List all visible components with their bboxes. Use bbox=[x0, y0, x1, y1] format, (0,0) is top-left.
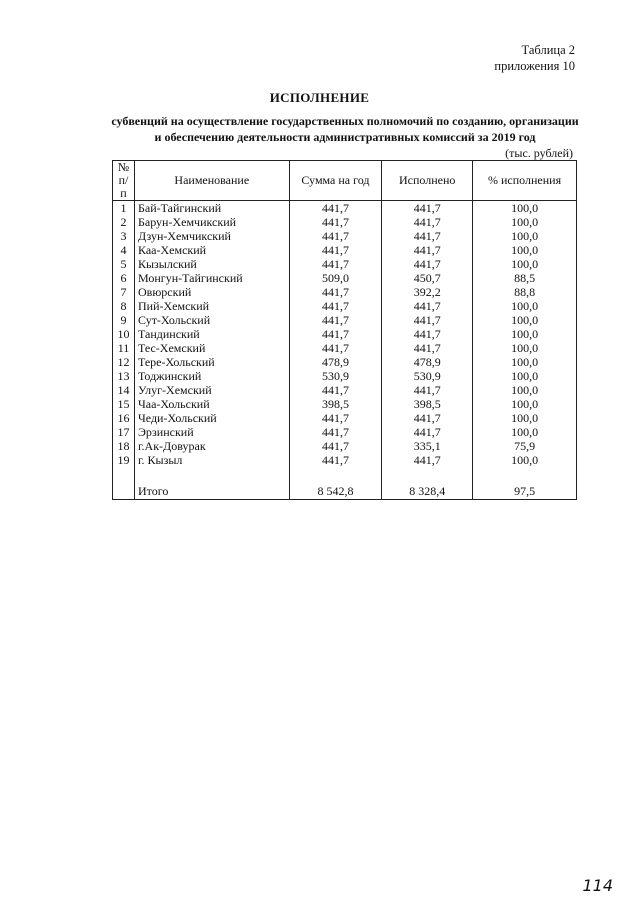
header-number: № п/п bbox=[113, 161, 135, 201]
row-percent: 100,0 bbox=[473, 397, 577, 411]
table-row bbox=[113, 355, 577, 369]
row-executed: 335,1 bbox=[382, 439, 473, 453]
row-percent: 100,0 bbox=[473, 257, 577, 271]
table-total-row bbox=[113, 483, 577, 500]
row-number: 12 bbox=[113, 355, 135, 369]
table-row bbox=[113, 229, 577, 243]
row-executed: 530,9 bbox=[382, 369, 473, 383]
row-plan: 530,9 bbox=[289, 369, 382, 383]
row-plan: 441,7 bbox=[289, 201, 382, 216]
row-plan: 509,0 bbox=[289, 271, 382, 285]
row-number: 15 bbox=[113, 397, 135, 411]
row-number: 17 bbox=[113, 425, 135, 439]
table-row bbox=[113, 327, 577, 341]
row-percent: 100,0 bbox=[473, 369, 577, 383]
row-number: 8 bbox=[113, 299, 135, 313]
document-subtitle bbox=[95, 113, 595, 145]
row-plan: 441,7 bbox=[289, 285, 382, 299]
row-name: Тере-Хольский bbox=[134, 355, 289, 369]
subtitle-line1: субвенций на осуществление государственных полномочий по созданию, организации bbox=[111, 114, 579, 128]
row-percent: 100,0 bbox=[473, 341, 577, 355]
row-percent: 100,0 bbox=[473, 229, 577, 243]
row-name: Пий-Хемский bbox=[134, 299, 289, 313]
row-name: Овюрский bbox=[134, 285, 289, 299]
row-number: 13 bbox=[113, 369, 135, 383]
table-row bbox=[113, 397, 577, 411]
row-name: Барун-Хемчикский bbox=[134, 215, 289, 229]
total-plan: 8 542,8 bbox=[289, 483, 382, 500]
header-executed: Исполнено bbox=[382, 161, 473, 201]
row-plan: 441,7 bbox=[289, 411, 382, 425]
table-row bbox=[113, 243, 577, 257]
row-name: Тес-Хемский bbox=[134, 341, 289, 355]
row-percent: 88,8 bbox=[473, 285, 577, 299]
row-number: 3 bbox=[113, 229, 135, 243]
row-percent: 100,0 bbox=[473, 243, 577, 257]
table-header-row bbox=[113, 161, 577, 201]
row-number: 1 bbox=[113, 201, 135, 216]
row-name: Монгун-Тайгинский bbox=[134, 271, 289, 285]
row-executed: 441,7 bbox=[382, 383, 473, 397]
table-reference-line1: Таблица 2 bbox=[521, 43, 575, 57]
table-reference-line2: приложения 10 bbox=[494, 59, 575, 73]
row-name: Кызылский bbox=[134, 257, 289, 271]
subtitle-line2: и обеспечению деятельности административных комиссий за 2019 год bbox=[154, 130, 536, 144]
row-percent: 100,0 bbox=[473, 201, 577, 216]
row-executed: 441,7 bbox=[382, 313, 473, 327]
row-plan: 441,7 bbox=[289, 215, 382, 229]
table-reference bbox=[494, 42, 575, 74]
row-plan: 441,7 bbox=[289, 299, 382, 313]
row-plan: 441,7 bbox=[289, 383, 382, 397]
row-name: Тандинский bbox=[134, 327, 289, 341]
row-plan: 441,7 bbox=[289, 257, 382, 271]
row-name: Дзун-Хемчикский bbox=[134, 229, 289, 243]
total-percent: 97,5 bbox=[473, 483, 577, 500]
row-plan: 441,7 bbox=[289, 327, 382, 341]
row-percent: 100,0 bbox=[473, 411, 577, 425]
row-number: 6 bbox=[113, 271, 135, 285]
row-number: 18 bbox=[113, 439, 135, 453]
row-executed: 398,5 bbox=[382, 397, 473, 411]
row-plan: 441,7 bbox=[289, 439, 382, 453]
row-plan: 441,7 bbox=[289, 425, 382, 439]
row-plan: 441,7 bbox=[289, 453, 382, 467]
row-plan: 441,7 bbox=[289, 341, 382, 355]
row-executed: 392,2 bbox=[382, 285, 473, 299]
execution-table bbox=[112, 160, 577, 500]
row-percent: 100,0 bbox=[473, 383, 577, 397]
row-executed: 450,7 bbox=[382, 271, 473, 285]
row-plan: 441,7 bbox=[289, 313, 382, 327]
table-body bbox=[113, 201, 577, 500]
row-name: г. Кызыл bbox=[134, 453, 289, 467]
row-plan: 441,7 bbox=[289, 243, 382, 257]
header-percent: % исполнения bbox=[473, 161, 577, 201]
row-percent: 100,0 bbox=[473, 299, 577, 313]
row-executed: 441,7 bbox=[382, 425, 473, 439]
row-number: 19 bbox=[113, 453, 135, 467]
document-title: ИСПОЛНЕНИЕ bbox=[269, 90, 370, 105]
table-row bbox=[113, 425, 577, 439]
row-percent: 100,0 bbox=[473, 425, 577, 439]
row-executed: 441,7 bbox=[382, 299, 473, 313]
row-number: 5 bbox=[113, 257, 135, 271]
table-row bbox=[113, 369, 577, 383]
row-name: Сут-Хольский bbox=[134, 313, 289, 327]
table-row bbox=[113, 299, 577, 313]
row-executed: 441,7 bbox=[382, 327, 473, 341]
row-plan: 478,9 bbox=[289, 355, 382, 369]
row-number: 10 bbox=[113, 327, 135, 341]
table-row bbox=[113, 257, 577, 271]
row-number: 9 bbox=[113, 313, 135, 327]
page-number: 114 bbox=[582, 876, 613, 895]
row-number: 16 bbox=[113, 411, 135, 425]
row-name: Улуг-Хемский bbox=[134, 383, 289, 397]
table-row bbox=[113, 285, 577, 299]
row-executed: 441,7 bbox=[382, 215, 473, 229]
row-executed: 478,9 bbox=[382, 355, 473, 369]
header-plan: Сумма на год bbox=[289, 161, 382, 201]
table-row bbox=[113, 453, 577, 467]
row-name: Чеди-Хольский bbox=[134, 411, 289, 425]
row-number: 14 bbox=[113, 383, 135, 397]
row-executed: 441,7 bbox=[382, 229, 473, 243]
table-row bbox=[113, 215, 577, 229]
row-number: 4 bbox=[113, 243, 135, 257]
table-row bbox=[113, 341, 577, 355]
row-executed: 441,7 bbox=[382, 257, 473, 271]
row-percent: 100,0 bbox=[473, 355, 577, 369]
header-name: Наименование bbox=[134, 161, 289, 201]
row-percent: 100,0 bbox=[473, 327, 577, 341]
table-row bbox=[113, 411, 577, 425]
row-percent: 88,5 bbox=[473, 271, 577, 285]
row-name: Чаа-Хольский bbox=[134, 397, 289, 411]
table-row bbox=[113, 271, 577, 285]
row-executed: 441,7 bbox=[382, 453, 473, 467]
row-executed: 441,7 bbox=[382, 411, 473, 425]
row-executed: 441,7 bbox=[382, 243, 473, 257]
row-name: Эрзинский bbox=[134, 425, 289, 439]
row-percent: 100,0 bbox=[473, 215, 577, 229]
table-row bbox=[113, 383, 577, 397]
table-row bbox=[113, 313, 577, 327]
total-label: Итого bbox=[134, 483, 289, 500]
row-number: 11 bbox=[113, 341, 135, 355]
row-name: г.Ак-Довурак bbox=[134, 439, 289, 453]
row-plan: 398,5 bbox=[289, 397, 382, 411]
total-executed: 8 328,4 bbox=[382, 483, 473, 500]
row-number: 7 bbox=[113, 285, 135, 299]
row-name: Каа-Хемский bbox=[134, 243, 289, 257]
row-name: Тоджинский bbox=[134, 369, 289, 383]
row-executed: 441,7 bbox=[382, 341, 473, 355]
row-percent: 75,9 bbox=[473, 439, 577, 453]
table-row bbox=[113, 201, 577, 216]
row-percent: 100,0 bbox=[473, 313, 577, 327]
row-name: Бай-Тайгинский bbox=[134, 201, 289, 216]
unit-label: (тыс. рублей) bbox=[505, 146, 573, 160]
row-percent: 100,0 bbox=[473, 453, 577, 467]
row-number: 2 bbox=[113, 215, 135, 229]
row-executed: 441,7 bbox=[382, 201, 473, 216]
table-row bbox=[113, 439, 577, 453]
table-spacer-row bbox=[113, 467, 577, 483]
row-plan: 441,7 bbox=[289, 229, 382, 243]
